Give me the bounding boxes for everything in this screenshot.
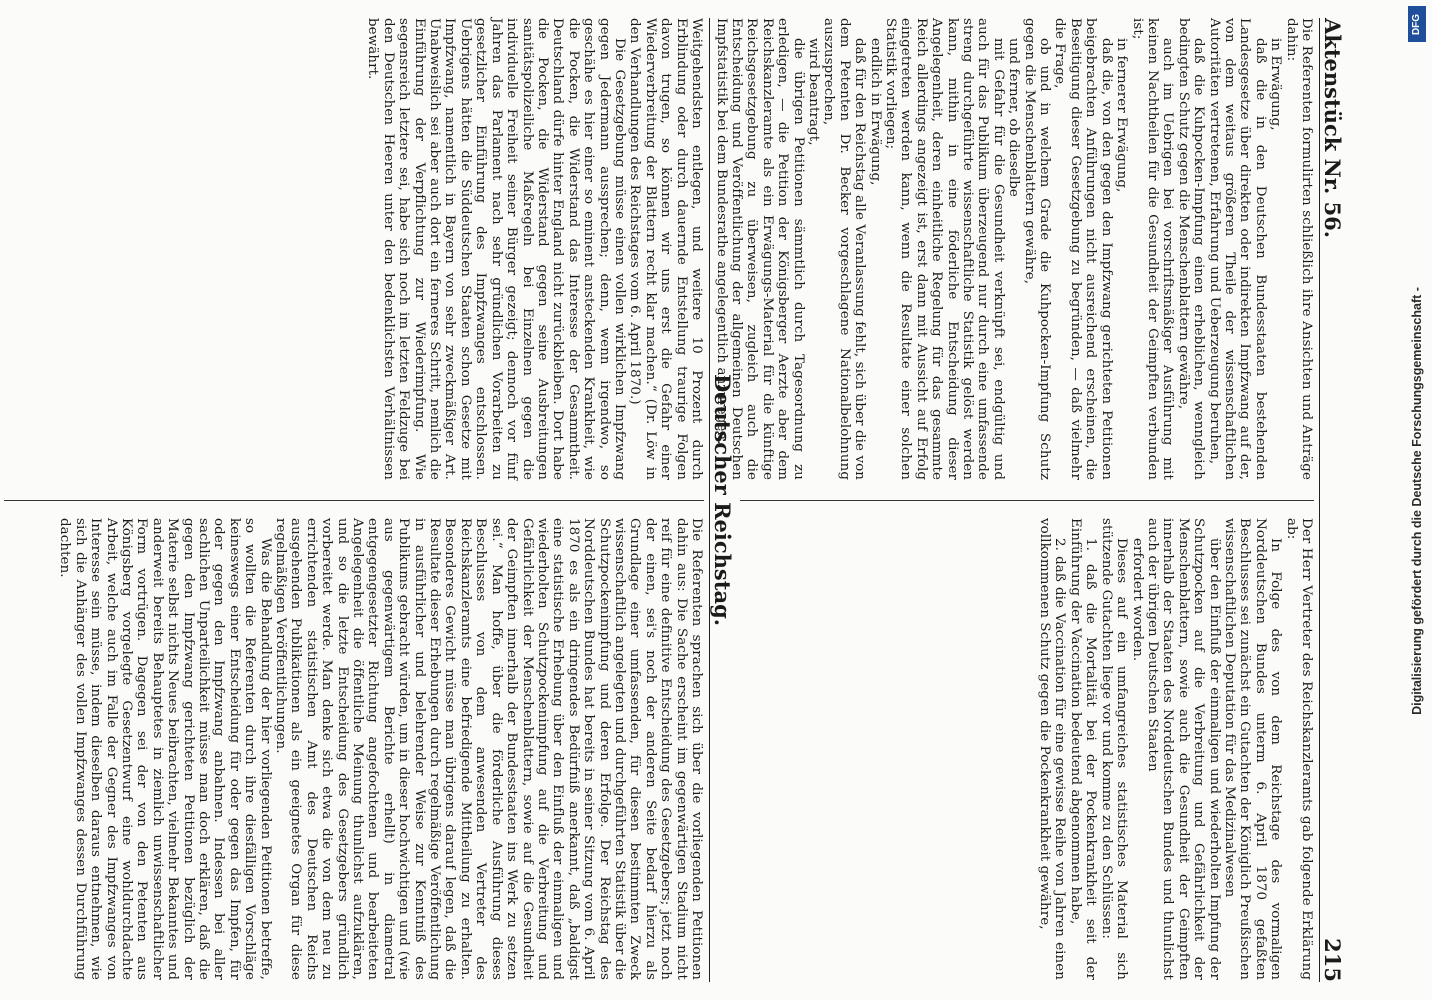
paragraph: über den Einfluß der einmaligen und wiederholten Impfung der Schutzpocken auf die Verbreitung und Gefährlichkeit der Menschenblattern, sowie auch die Gesundheit der Geimpften innerhalb der Staaten des Norddeutschen Bundes und thunlichst auch der übrigen Deutschen Staaten (1144, 518, 1222, 980)
left-page-column-2 (4, 518, 704, 980)
paragraph: endlich in Erwägung, (867, 38, 883, 186)
column-divider (4, 500, 704, 501)
paragraph: auch im Uebrigen bei vorschriftsmäßiger Ausführung mit keinen Nachtheilen für die Gesundheit der Geimpften verbunden ist; (1129, 18, 1176, 480)
paragraph: Weitgehendsten entlegen, und weitere 10 Prozent durch Erblindung oder durch dauernde Entstellung traurige Folgen davon trugen, so können wir uns erst die Gefahr einer Wiederverbreitung der Blattern recht klar machen.“ (Dr. Löw in den Verhandlungen des Reichstages vom 6. April 1870.) (627, 18, 704, 480)
right-page-column-1 (713, 18, 1314, 480)
paragraph: erfordert worden. (1129, 538, 1145, 662)
paragraph: Die Referenten sprachen sich über die vorliegenden Petitionen dahin aus: Die Sache erscheint im gegenwärtigen Stadium nicht reif für eine definitive Entscheidung des Gesetzgebers; jetzt noch der einen, sei's noch der anderen Seite bedarf hierzu als Grundlage einer umfassenden, für diesen bestimmten Zweck wissenschaftlich angelegten und durchgeführten Statistik über die Schutzpockenimpfung und deren Erfolge. Der Reichstag des Norddeutschen Bundes hat bereits in seiner Sitzung vom 6. April 1870 es als ein dringendes Bedürfniß anerkannt, daß „baldigst eine statistische Erhebung über den Einfluß der einmaligen und wiederholten Schutzpockenimpfung auf die Verbreitung und Gefährlichkeit der Menschenblattern, sowie auf die Gesundheit der Geimpften innerhalb der Bundesstaaten ins Werk zu setzen sei.“ Man hoffe, über die förderliche Ausführung dieses Beschlusses von dem anwesenden Vertreter des Reichskanzleramts eine befriedigende Mittheilung zu erhalten. Besonderes Gewicht müsse man übrigens darauf legen, daß die Resultate dieser Erhebungen durch regelmäßige Veröffentlichung in ausführlicher und belehrender Weise zur Kenntniß des Publikums gebracht würden, um in dieser hochwichtigen und (wie aus gegenwärtigem Berichte erhellt) in diametral entgegengesetzter Richtung angefochtenen und bearbeiteten Angelegenheit die öffentliche Meinung thunlichst aufzuklären, und so die letzte Entscheidung des Gesetzgebers gründlich vorbereitet werde. Man denke sich etwa die von dem neu zu errichtenden statistischen Amt des Deutschen Reichs ausgehenden Publikationen als ein geeignetes Organ für diese regelmäßigen Veröffentlichungen. (273, 518, 704, 980)
right-page-column-2 (740, 518, 1314, 980)
digitization-credit (1405, 6, 1429, 996)
column-divider (740, 500, 1314, 501)
left-page-running-head (709, 18, 736, 982)
credit-text: Digitalisierung gefördert durch die Deutsche Forschungsgemeinschaft - (1410, 287, 1425, 715)
paragraph: in Erwägung, (1268, 38, 1284, 131)
paragraph: mit Gefahr für die Gesundheit verknüpft sei, endgültig und auch für das Publikum überzeugend nur durch eine umfassende streng durchgeführte wissenschaftliche Statistik gelöst werden kann, mithin in eine föderliche Entscheidung dieser Angelegenheit, deren einheitliche Regelung für das gesammte Reich allerdings angezeigt ist, erst dann mit Aussicht auf Erfolg eingetreten werden kann, wenn die Resultate einer solchen Statistik vorliegen; (883, 18, 1006, 480)
paragraph: Die Gesetzgebung müsse einen vollen wirklichen Impfzwang gegen Jedermann aussprechen; denn, wenn irgendwo, so geschähe es hier einer so eminent ansteckenden Krankheit, wie die Pocken, die Widerstand das Interesse der Gesammtheit. Deutschland dürfe hinter England nicht zurückbleiben. Dort habe die Pocken, die Widerstand gegen seine Ausbreitungen sanitätspolizeiliche Maßregeln bei Einzelnen gegen die individuelle Freiheit seiner Bürger gezeigt; dennoch vor fünf Jahren das Parlament nach sehr gründlichen Vorarbeiten zu gesetzlicher Einführung des Impfzwanges entschlossen. Uebrigens hätten die Süddeutschen Staaten schon Gesetze mit Impfzwang, namentlich in Bayern von sehr zweckmäßiger Art. Unabweislich sei aber auch dort ein ferneres Schritt, nemlich die Einführung der Verpflichtung zur Wiederimpfung. Wie segensreich letztere sei, habe sich noch im letzten Feldzuge bei den Deutschen Heeren unter den bedenklichsten Verhältnissen bewährt. (365, 18, 627, 480)
paragraph: Was die Behandlung der hier vorliegenden Petitionen betreffe, so wollten die Referenten durch ihre diesfälligen Vorschläge keineswegs einer Entscheidung für oder gegen das Impfen, für oder gegen den Impfzwang anbahnen. Indessen bei aller sachlichen Unparteilichkeit müsse man doch erklären, daß die gegen den Impfzwang gerichteten Petitionen bezüglich der Materie selbst nichts Neues beibrachten, vielmehr Bekanntes und anderweit bereits Behauptetes in ziemlich unwissenschaftlicher Form vortrügen. Dagegen sei der von den Petenten aus Königsberg vorgelegte Gesetzentwurf eine wohldurchdachte Arbeit, welche auch im Falle der Gegner des Impfzwanges von Interesse sein müsse, indem dieselben daraus entnehmen, wie sich die Anhänger des vollen Impfzwanges dessen Durchführung dachten. (57, 518, 273, 980)
paragraph: Die Referenten formulirten schließlich ihre Ansichten und Anträge dahin: (1283, 18, 1314, 480)
right-page-running-head (1319, 18, 1346, 982)
dfg-logo: DFG (1408, 6, 1426, 42)
paragraph: daß die Kuhpocken-Impfung einen erheblichen, wenngleich bedingten Schutz gegen die Menschenblattern gewähre, (1175, 18, 1207, 480)
paragraph: 1. daß die Mortalität bei der Pockenkrankheit seit der Einführung der Vaccination bedeutend abgenommen habe, (1067, 518, 1099, 980)
paragraph: In Folge des von dem Reichstage des vormaligen Norddeutschen Bundes unterm 6. April 1870 gefaßten Beschlusses sei zunächst ein Gutachten der Königlich Preußischen wissenschaftlichen Deputation für das Medizinalwesen (1221, 518, 1284, 980)
paragraph: die übrigen Petitionen sämmtlich durch Tagesordnung zu erledigen, — die Petition der Königsberger Aerzte aber dem Reichskanzleramte als ein Erwägungs-Material für die künftige Reichsgesetzgebung zu überweisen, zugleich auch die Entscheidung und Veröffentlichung der allgemeinen Deutschen Impfstatistik bei dem Bundesrathe angelegentlich anzuregen. (713, 18, 806, 480)
paragraph: daß die, von den gegen den Impfzwang gerichteten Petitionen beigebrachten Anführungen nicht ausreichend erscheinen, die Beseitigung dieser Gesetzgebung zu begründen, — daß vielmehr die Frage, (1052, 18, 1114, 480)
right-page-header-left: Aktenstück Nr. 56. (1320, 18, 1346, 239)
left-page-header-center: Deutscher Reichstag. (710, 373, 736, 627)
paragraph: in fernerer Erwägung, (1114, 38, 1130, 193)
paragraph: Dieses auf ein umfangreiches statistisches Material sich stützende Gutachten liege vor und komme zu den Schlüssen: (1098, 518, 1130, 980)
paragraph: daß für den Reichstag alle Veranlassung fehlt, sich über die von dem Petenten Dr. Becker vorgeschlagene Nationalbelohnung auszusprechen, (821, 18, 868, 480)
paragraph: wird beantragt, (806, 38, 821, 146)
paragraph: ob und in welchem Grade die Kuhpocken-Impfung Schutz gegen die Menschenblattern gewähre, (1021, 18, 1053, 480)
paragraph: daß die in den Deutschen Bundesstaaten bestehenden Landesgesetze über direkten oder indirekten Impfzwang auf der, von dem weitaus größeren Theile der wissenschaftlichen Autoritäten vertretenen, Erfahrung und Ueberzeugung beruhen, (1206, 18, 1268, 480)
left-page-column-1 (4, 18, 704, 480)
paragraph: und ferner, ob dieselbe (1006, 38, 1022, 197)
paragraph: 2. daß die Vaccination für eine gewisse Reihe von Jahren einen vollkommenen Schutz gegen die Pockenkrankheit gewähre, (1037, 518, 1068, 980)
paragraph: Der Herr Vertreter des Reichskanzleramts gab folgende Erklärung ab: (1283, 518, 1314, 980)
right-page-number: 215 (1320, 938, 1346, 982)
